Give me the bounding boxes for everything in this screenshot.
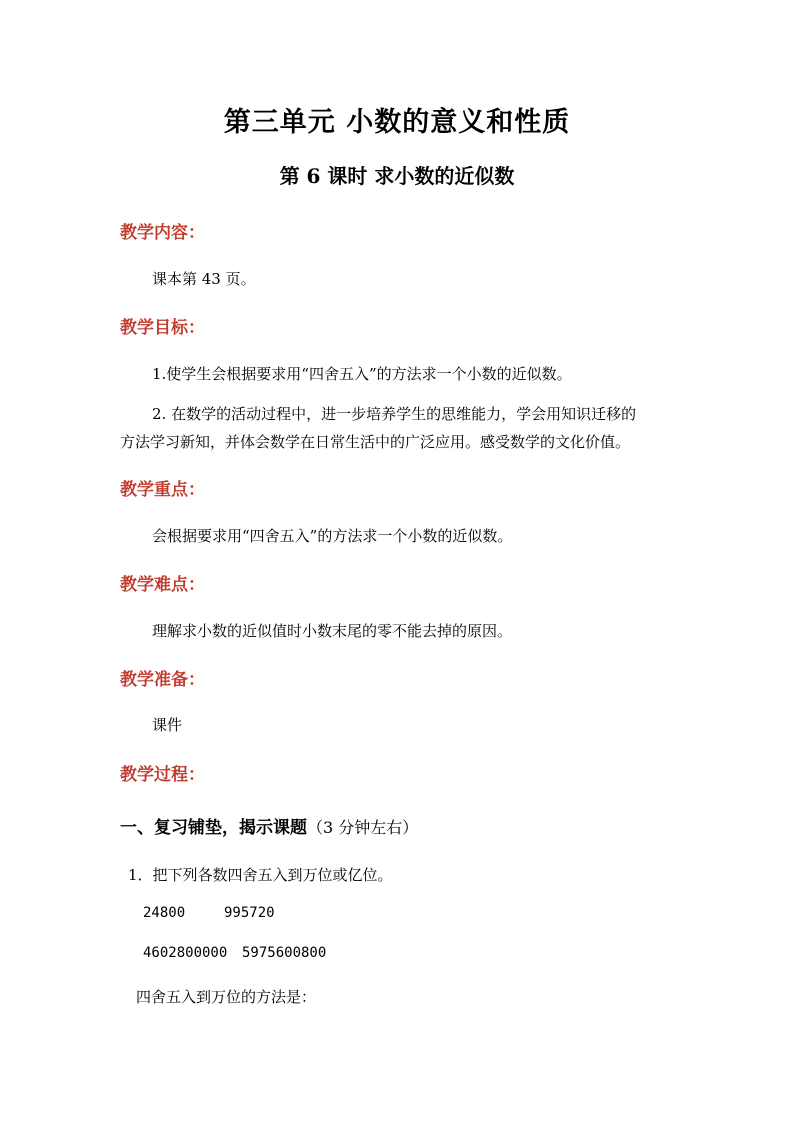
part1-heading: 一、复习铺垫，揭示课题 [120, 818, 307, 838]
goal-item-1: 1.使学生会根据要求用“四舍五入”的方法求一个小数的近似数。 [152, 365, 572, 383]
method-text: 四舍五入到万位的方法是： [136, 988, 317, 1006]
content-text: 课本第 43 页。 [152, 270, 256, 288]
number-995720: 995720 [224, 905, 275, 921]
goal-item-2-continued: 方法学习新知，并体会数学在日常生活中的广泛应用。感受数学的文化价值。 [120, 433, 631, 451]
number-5975600800: 5975600800 [242, 945, 327, 961]
number-24800: 24800 [143, 905, 186, 921]
page-title: 第三单元 小数的意义和性质 [223, 107, 571, 138]
question-1: 1．把下列各数四舍五入到万位或亿位。 [128, 866, 393, 884]
difficulties-text: 理解求小数的近似值时小数末尾的零不能去掉的原因。 [152, 622, 513, 640]
heading-difficulties: 教学难点： [120, 575, 205, 595]
heading-goals: 教学目标： [120, 318, 205, 338]
heading-process: 教学过程： [120, 765, 205, 785]
key-points-text: 会根据要求用“四舍五入”的方法求一个小数的近似数。 [152, 527, 513, 545]
heading-preparation: 教学准备： [120, 670, 205, 690]
goal-item-2: 2. 在数学的活动过程中，进一步培养学生的思维能力，学会用知识迁移的 [152, 405, 637, 423]
lesson-subtitle: 第 6 课时 求小数的近似数 [279, 164, 515, 188]
heading-content: 教学内容： [120, 223, 205, 243]
part1-heading-line [120, 813, 418, 838]
number-4602800000: 4602800000 [143, 945, 228, 961]
preparation-text: 课件 [152, 716, 183, 734]
heading-key-points: 教学重点： [120, 480, 205, 500]
part1-time: （3 分钟左右） [307, 818, 419, 837]
